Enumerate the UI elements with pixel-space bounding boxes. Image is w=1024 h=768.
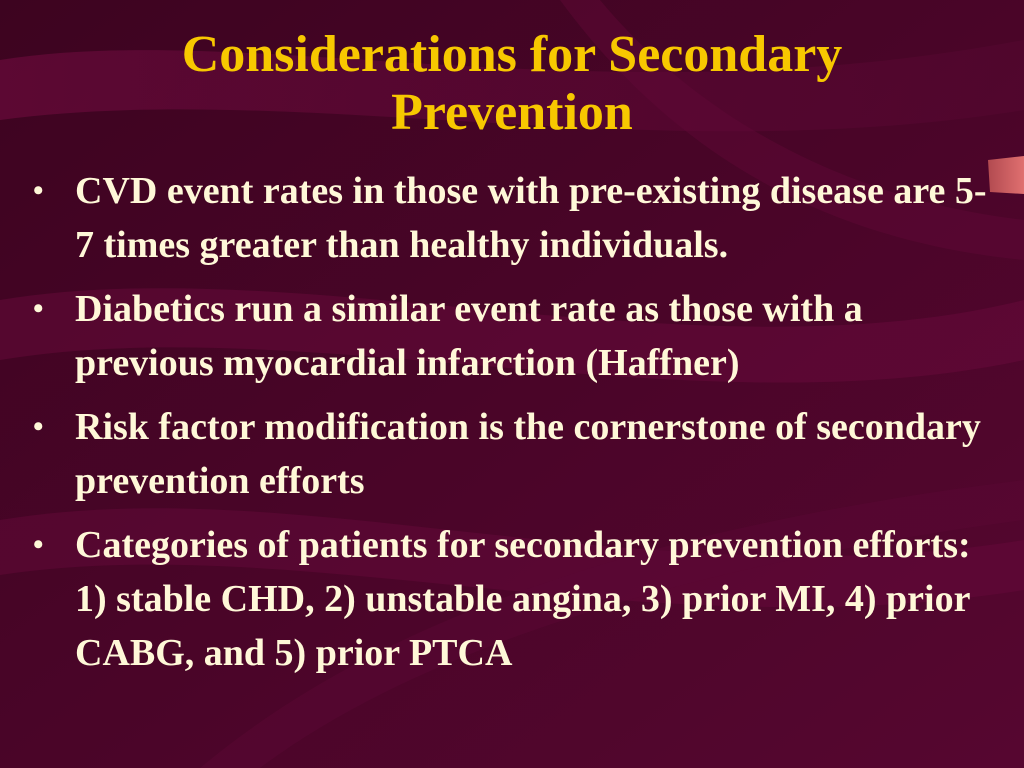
bullet-text: CVD event rates in those with pre-existing disease are 5-7 times greater than healthy individuals. bbox=[75, 170, 987, 266]
bullet-item bbox=[28, 518, 1003, 680]
bullet-dot-icon: • bbox=[33, 292, 44, 325]
bullet-item bbox=[28, 282, 1003, 390]
slide-title bbox=[0, 26, 1024, 142]
bullet-item bbox=[28, 164, 1003, 272]
bullet-dot-icon: • bbox=[33, 410, 44, 443]
bullet-item bbox=[28, 400, 1003, 508]
bullet-list bbox=[28, 164, 1003, 690]
bullet-text: Diabetics run a similar event rate as those with a previous myocardial infarction (Haffner) bbox=[75, 288, 863, 384]
bullet-text: Categories of patients for secondary prevention efforts: 1) stable CHD, 2) unstable angina, 3) prior MI, 4) prior CABG, and 5) prior PTCA bbox=[75, 524, 971, 674]
bullet-dot-icon: • bbox=[33, 174, 44, 207]
slide-title-line-1: Considerations for Secondary bbox=[181, 26, 843, 83]
slide-title-line-2: Prevention bbox=[391, 84, 633, 141]
bullet-text: Risk factor modification is the cornerstone of secondary prevention efforts bbox=[75, 406, 981, 502]
bullet-dot-icon: • bbox=[33, 528, 44, 561]
